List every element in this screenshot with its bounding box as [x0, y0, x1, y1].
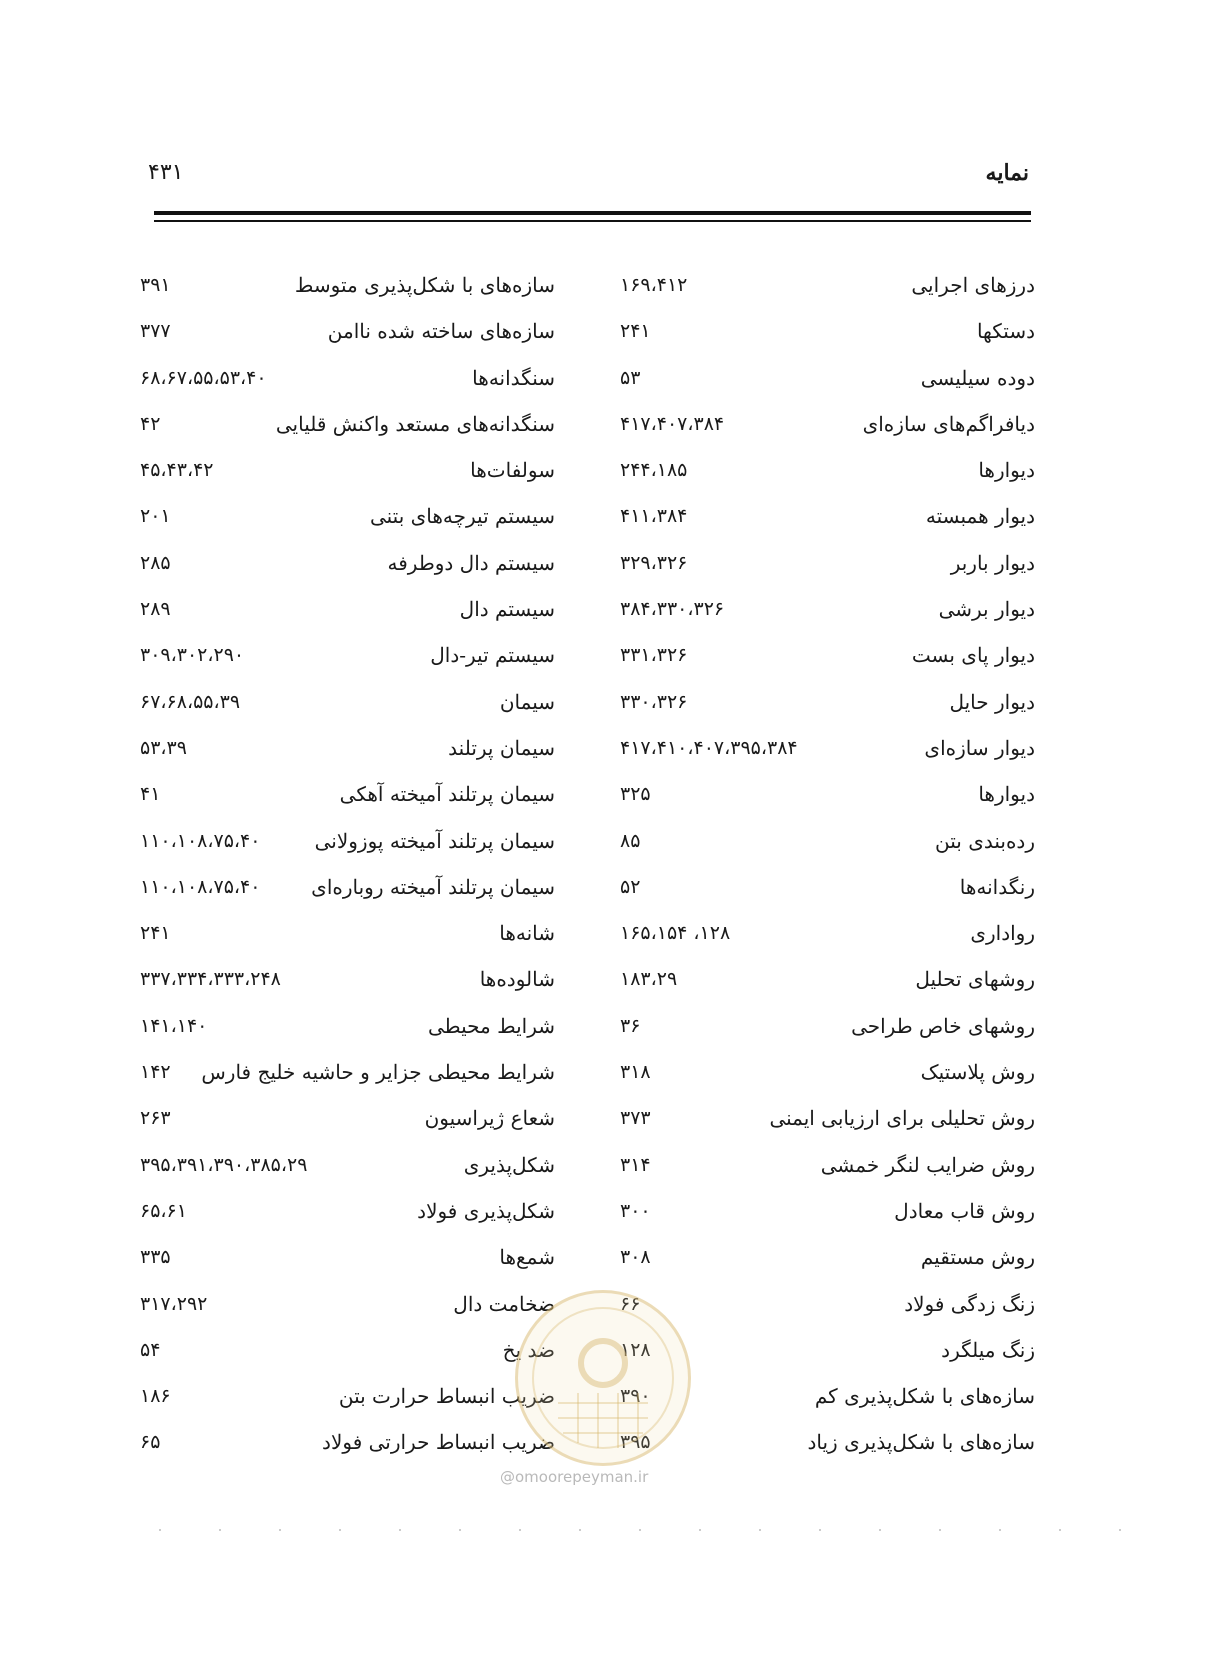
- index-term: دیوار برشی: [938, 597, 1035, 622]
- index-pages: ۳۱۷،۲۹۲: [140, 1292, 208, 1315]
- index-pages: ۱۲۸، ۱۶۵،۱۵۴: [620, 922, 731, 945]
- index-term: زنگ زدگی فولاد: [904, 1291, 1035, 1316]
- index-term: سیستم تیر-دال: [430, 643, 555, 668]
- index-entry: [620, 1103, 1035, 1149]
- index-term: شعاع ژیراسیون: [424, 1106, 555, 1131]
- index-entry: [140, 594, 555, 640]
- index-term: سیستم تیرچه‌های بتنی: [369, 504, 555, 529]
- index-term: سازه‌های با شکل‌پذیری کم: [814, 1384, 1035, 1409]
- index-entry: [140, 1335, 555, 1381]
- index-pages: ۲۴۱: [140, 922, 171, 945]
- index-entry: [620, 409, 1035, 455]
- running-title: نمایه: [985, 160, 1029, 186]
- index-entry: [620, 640, 1035, 686]
- index-pages: ۳۷۳: [620, 1107, 651, 1130]
- watermark-seal: [515, 1290, 691, 1466]
- index-pages: ۳۳۷،۳۳۴،۳۳۳،۲۴۸: [140, 968, 281, 991]
- index-entry: [140, 1289, 555, 1335]
- index-term: سازه‌های ساخته شده ناامن: [327, 319, 555, 344]
- index-term: شالوده‌ها: [479, 967, 555, 992]
- index-entry: [140, 270, 555, 316]
- index-pages: ۲۴۴،۱۸۵: [620, 459, 688, 482]
- index-column-left: [140, 270, 555, 1474]
- index-entry: [140, 779, 555, 825]
- index-pages: ۲۰۱: [140, 505, 171, 528]
- index-entry: [620, 964, 1035, 1010]
- index-entry: [620, 918, 1035, 964]
- index-pages: ۱۴۱،۱۴۰: [140, 1014, 208, 1037]
- index-pages: ۳۶: [620, 1014, 641, 1037]
- index-pages: ۲۴۱: [620, 320, 651, 343]
- index-entry: [140, 1196, 555, 1242]
- index-pages: ۳۲۹،۳۲۶: [620, 551, 688, 574]
- index-pages: ۳۳۱،۳۲۶: [620, 644, 688, 667]
- index-term: رنگدانه‌ها: [959, 874, 1035, 899]
- index-entry: [140, 826, 555, 872]
- index-entry: [140, 316, 555, 362]
- watermark-site: @omoorepeyman.ir: [500, 1468, 649, 1486]
- index-pages: ۱۱۰،۱۰۸،۷۵،۴۰: [140, 875, 261, 898]
- index-entry: [140, 1427, 555, 1473]
- index-term: سولفات‌ها: [470, 458, 555, 483]
- index-entry: [140, 918, 555, 964]
- index-entry: [620, 594, 1035, 640]
- index-entry: [620, 270, 1035, 316]
- index-entry: [620, 548, 1035, 594]
- index-term: سیستم دال دوطرفه: [387, 550, 555, 575]
- index-term: شرایط محیطی جزایر و حاشیه خلیج فارس: [201, 1060, 555, 1085]
- index-term: سیمان پرتلند آمیخته روباره‌ای: [311, 874, 555, 899]
- index-entry: [620, 1011, 1035, 1057]
- index-term: سیمان: [499, 689, 555, 714]
- index-term: دستکها: [976, 319, 1035, 344]
- index-pages: ۳۱۴: [620, 1153, 651, 1176]
- index-entry: [140, 548, 555, 594]
- index-term: شکل‌پذیری فولاد: [417, 1198, 555, 1223]
- index-term: سازه‌های با شکل‌پذیری متوسط: [294, 273, 555, 297]
- index-term: روش پلاستیک: [920, 1060, 1035, 1085]
- index-term: دیوار حایل: [949, 689, 1035, 714]
- index-entry: [140, 1011, 555, 1057]
- index-pages: ۱۸۳،۲۹: [620, 968, 678, 991]
- index-term: دیافراگم‌های سازه‌ای: [862, 411, 1035, 436]
- index-term: سیمان پرتلند: [448, 735, 555, 760]
- index-term: ضریب انبساط حرارت بتن: [338, 1384, 555, 1409]
- index-term: دیوارها: [978, 782, 1035, 807]
- index-entry: [140, 872, 555, 918]
- index-pages: ۳۳۰،۳۲۶: [620, 690, 688, 713]
- index-term: ضریب انبساط حرارتی فولاد: [322, 1430, 555, 1455]
- index-entry: [620, 501, 1035, 547]
- index-entry: [140, 733, 555, 779]
- page-header: [0, 160, 1229, 200]
- index-pages: ۳۰۹،۳۰۲،۲۹۰: [140, 644, 245, 667]
- index-entry: [620, 1242, 1035, 1288]
- index-pages: ۱۸۶: [140, 1385, 171, 1408]
- index-term: سنگدانه‌ها: [472, 365, 555, 390]
- index-term: دیوارها: [978, 458, 1035, 483]
- index-term: روش مستقیم: [920, 1245, 1035, 1270]
- index-pages: ۱۶۹،۴۱۲: [620, 274, 688, 296]
- index-pages: ۱۴۲: [140, 1061, 171, 1084]
- index-entry: [620, 1150, 1035, 1196]
- index-pages: ۶۷،۶۸،۵۵،۳۹: [140, 690, 241, 713]
- index-entry: [140, 687, 555, 733]
- index-pages: ۸۵: [620, 829, 641, 852]
- index-term: دیوار سازه‌ای: [924, 735, 1035, 760]
- index-pages: ۵۴: [140, 1338, 161, 1361]
- index-pages: ۳۹۵،۳۹۱،۳۹۰،۳۸۵،۲۹: [140, 1153, 308, 1176]
- index-pages: ۵۳،۳۹: [140, 736, 187, 759]
- index-term: شکل‌پذیری: [463, 1152, 555, 1177]
- index-pages: ۵۳: [620, 366, 641, 389]
- index-term: شانه‌ها: [499, 921, 555, 946]
- index-entry: [140, 1057, 555, 1103]
- index-entry: [620, 1196, 1035, 1242]
- index-pages: ۴۲: [140, 412, 161, 435]
- index-entry: [620, 316, 1035, 362]
- index-pages: ۲۸۹: [140, 598, 171, 621]
- index-pages: ۱۱۰،۱۰۸،۷۵،۴۰: [140, 829, 261, 852]
- index-term: ضد یخ: [502, 1337, 555, 1362]
- index-entry: [620, 1057, 1035, 1103]
- index-term: رواداری: [970, 921, 1035, 946]
- index-pages: ۴۵،۴۳،۴۲: [140, 459, 214, 482]
- index-term: روشهای تحلیل: [915, 967, 1035, 992]
- index-pages: ۶۵،۶۱: [140, 1199, 187, 1222]
- index-pages: ۳۰۸: [620, 1246, 651, 1269]
- index-entry: [620, 733, 1035, 779]
- index-entry: [140, 1242, 555, 1288]
- index-pages: ۴۱۷،۴۰۷،۳۸۴: [620, 412, 725, 435]
- index-pages: ۶۸،۶۷،۵۵،۵۳،۴۰: [140, 366, 267, 389]
- index-entry: [620, 872, 1035, 918]
- index-entry: [140, 1150, 555, 1196]
- index-term: رده‌بندی بتن: [935, 828, 1035, 853]
- index-term: دیوار باربر: [950, 550, 1035, 575]
- index-term: روش ضرایب لنگر خمشی: [820, 1152, 1035, 1177]
- index-term: سیمان پرتلند آمیخته پوزولانی: [314, 828, 555, 853]
- index-entry: [140, 409, 555, 455]
- index-pages: ۳۲۵: [620, 783, 651, 806]
- index-entry: [620, 687, 1035, 733]
- index-pages: ۵۲: [620, 875, 641, 898]
- index-pages: ۳۳۵: [140, 1246, 171, 1269]
- index-entry: [140, 1103, 555, 1149]
- index-term: روش قاب معادل: [894, 1198, 1035, 1223]
- index-term: سازه‌های با شکل‌پذیری زیاد: [807, 1430, 1035, 1455]
- index-pages: ۳۸۴،۳۳۰،۳۲۶: [620, 598, 725, 621]
- page-number: ۴۳۱: [148, 160, 184, 185]
- index-term: زنگ میلگرد: [941, 1337, 1035, 1362]
- index-entry: [140, 455, 555, 501]
- index-entry: [620, 455, 1035, 501]
- index-term: دوده سیلیسی: [920, 365, 1035, 390]
- index-term: روش تحلیلی برای ارزیابی ایمنی: [769, 1106, 1035, 1131]
- index-pages: ۴۱۱،۳۸۴: [620, 505, 688, 528]
- index-term: ضخامت دال: [453, 1291, 555, 1316]
- index-pages: ۳۹۱: [140, 274, 171, 296]
- index-entry: [140, 1381, 555, 1427]
- index-term: سیستم دال: [459, 597, 555, 622]
- index-term: روشهای خاص طراحی: [851, 1013, 1035, 1038]
- index-entry: [140, 501, 555, 547]
- index-entry: [620, 826, 1035, 872]
- header-rule-thick: [154, 211, 1031, 215]
- scan-artifact: [130, 1528, 1130, 1532]
- index-term: سیمان پرتلند آمیخته آهکی: [339, 782, 555, 807]
- index-pages: ۳۱۸: [620, 1061, 651, 1084]
- index-entry: [620, 779, 1035, 825]
- index-term: شرایط محیطی: [428, 1013, 555, 1038]
- index-pages: ۶۶: [620, 1292, 641, 1315]
- index-entry: [140, 640, 555, 686]
- index-entry: [140, 363, 555, 409]
- index-term: درزهای اجرایی: [911, 273, 1035, 297]
- index-term: دیوار پای بست: [911, 643, 1035, 668]
- index-entry: [140, 964, 555, 1010]
- index-pages: ۳۷۷: [140, 320, 171, 343]
- index-pages: ۴۱: [140, 783, 161, 806]
- index-entry: [620, 363, 1035, 409]
- index-term: سنگدانه‌های مستعد واکنش قلیایی: [275, 411, 555, 436]
- index-pages: ۳۹۰: [620, 1385, 651, 1408]
- index-term: دیوار همبسته: [925, 504, 1035, 529]
- header-rule-thin: [154, 220, 1031, 222]
- index-pages: ۳۹۵: [620, 1431, 651, 1454]
- index-pages: ۶۵: [140, 1431, 161, 1454]
- index-pages: ۳۰۰: [620, 1199, 651, 1222]
- index-pages: ۲۶۳: [140, 1107, 171, 1130]
- index-pages: ۲۸۵: [140, 551, 171, 574]
- index-pages: ۴۱۷،۴۱۰،۴۰۷،۳۹۵،۳۸۴: [620, 736, 798, 759]
- index-pages: ۱۲۸: [620, 1338, 651, 1361]
- index-term: شمع‌ها: [499, 1245, 555, 1270]
